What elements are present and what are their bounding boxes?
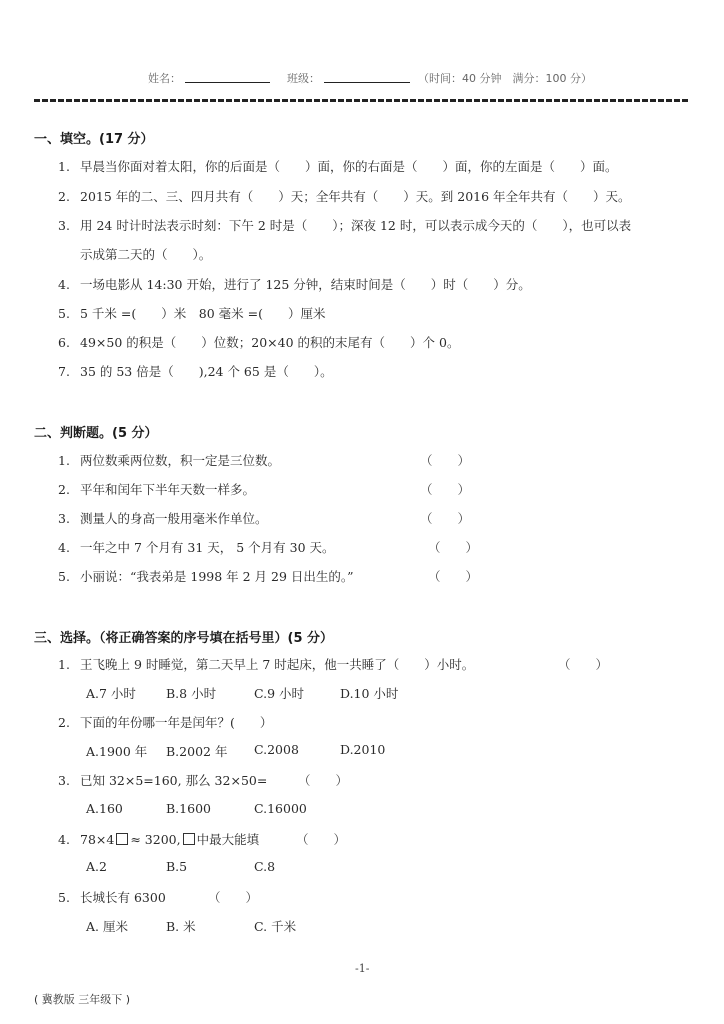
option-a[interactable]: A.160 xyxy=(86,801,123,816)
option-b[interactable]: B.8 小时 xyxy=(166,686,217,701)
option-a[interactable]: A.1900 年 xyxy=(86,744,148,759)
question-text: 35 的 53 倍是（ ),24 个 65 是（ ）。 xyxy=(80,364,333,379)
question-text: 2015 年的二、三、四月共有（ ）天；全年共有（ ）天。到 2016 年全年共有（ ）天。 xyxy=(80,189,631,204)
option-c[interactable]: C.8 xyxy=(254,859,276,874)
question-text: 一场电影从 14:30 开始，进行了 125 分钟，结束时间是（ ）时（ ）分。 xyxy=(80,277,531,292)
class-label: 班级： xyxy=(287,72,320,85)
section-1-title: 一、填空。(17 分） xyxy=(34,132,154,147)
question-number: 1. xyxy=(58,159,70,174)
question-text: 一年之中 7 个月有 31 天， 5 个月有 30 天。 xyxy=(80,540,335,555)
question-number: 2. xyxy=(58,189,70,204)
fill-question-2 xyxy=(58,187,631,205)
question-number: 6. xyxy=(58,335,70,350)
judge-question-4 xyxy=(58,538,335,556)
question-text: 两位数乘两位数，积一定是三位数。 xyxy=(80,453,281,468)
blank-box-icon xyxy=(183,833,195,845)
option-a[interactable]: A. 厘米 xyxy=(86,919,128,934)
question-number: 5. xyxy=(58,890,70,905)
question-text: 长城长有 6300 xyxy=(80,890,166,905)
choice-question-1 xyxy=(58,655,474,673)
choice-question-5 xyxy=(58,888,166,906)
answer-paren[interactable]: （ ） xyxy=(298,773,349,788)
judge-question-2 xyxy=(58,480,255,498)
option-d[interactable]: D.10 小时 xyxy=(340,686,399,701)
question-number: 7. xyxy=(58,364,70,379)
question-text: 5 千米 =( ）米 80 毫米 =( ）厘米 xyxy=(80,306,326,321)
option-b[interactable]: B.1600 xyxy=(166,801,211,816)
question-number: 1. xyxy=(58,657,70,672)
question-number: 4. xyxy=(58,277,70,292)
question-text: 下面的年份哪一年是闰年？( ） xyxy=(80,715,273,730)
fill-question-4 xyxy=(58,275,531,293)
question-number: 4. xyxy=(58,832,70,847)
answer-paren[interactable]: （ ） xyxy=(208,890,259,905)
option-c[interactable]: C.2008 xyxy=(254,742,299,757)
option-c[interactable]: C. 千米 xyxy=(254,919,297,934)
class-field[interactable] xyxy=(324,82,410,83)
time-info: （时间：40 分钟 满分：100 分） xyxy=(418,72,592,85)
question-text: 测量人的身高一般用毫米作单位。 xyxy=(80,511,268,526)
judge-question-3 xyxy=(58,509,268,527)
answer-paren[interactable]: （ ） xyxy=(420,511,471,526)
question-text: 已知 32×5=160, 那么 32×50= xyxy=(80,773,268,788)
fill-question-5 xyxy=(58,304,325,322)
option-c[interactable]: C.16000 xyxy=(254,801,307,816)
fill-question-3 xyxy=(58,216,631,234)
option-d[interactable]: D.2010 xyxy=(340,742,386,757)
question-number: 1. xyxy=(58,453,70,468)
fill-question-6 xyxy=(58,333,459,351)
question-text: 王飞晚上 9 时睡觉，第二天早上 7 时起床，他一共睡了（ ）小时。 xyxy=(80,657,475,672)
question-number: 3. xyxy=(58,511,70,526)
judge-question-1 xyxy=(58,451,280,469)
blank-box-icon xyxy=(116,833,128,845)
option-c[interactable]: C.9 小时 xyxy=(254,686,305,701)
answer-paren[interactable]: （ ） xyxy=(420,453,471,468)
edition-label: ( 冀教版 三年级下 ) xyxy=(34,993,131,1006)
question-text: 49×50 的积是（ ）位数；20×40 的积的末尾有（ ）个 0。 xyxy=(80,335,460,350)
choice-question-3 xyxy=(58,771,267,789)
question-number: 2. xyxy=(58,482,70,497)
fill-question-3-continued: 示成第二天的（ ）。 xyxy=(80,247,212,262)
question-text: 早晨当你面对着太阳，你的后面是（ ）面，你的右面是（ ）面，你的左面是（ ）面。 xyxy=(80,159,618,174)
question-number: 3. xyxy=(58,773,70,788)
section-2-title: 二、判断题。(5 分） xyxy=(34,426,158,441)
question-text-c: 中最大能填 xyxy=(196,832,260,847)
option-b[interactable]: B.2002 年 xyxy=(166,744,228,759)
question-number: 5. xyxy=(58,569,70,584)
section-3-title: 三、选择。（将正确答案的序号填在括号里）(5 分） xyxy=(34,631,334,646)
answer-paren[interactable]: （ ） xyxy=(420,482,471,497)
name-label: 姓名： xyxy=(148,72,181,85)
choice-question-2 xyxy=(58,713,272,731)
question-text: 用 24 时计时法表示时刻：下午 2 时是（ ）；深夜 12 时，可以表示成今天的（ ），也可以表 xyxy=(80,218,632,233)
dashed-divider xyxy=(34,99,689,102)
page-number: -1- xyxy=(355,962,370,975)
answer-paren[interactable]: （ ） xyxy=(296,832,347,847)
question-number: 4. xyxy=(58,540,70,555)
question-number: 3. xyxy=(58,218,70,233)
question-number: 5. xyxy=(58,306,70,321)
question-text: 小丽说：“我表弟是 1998 年 2 月 29 日出生的。” xyxy=(80,569,354,584)
answer-paren[interactable]: （ ） xyxy=(428,569,479,584)
fill-question-1 xyxy=(58,157,618,175)
judge-question-5 xyxy=(58,567,354,585)
answer-paren[interactable]: （ ） xyxy=(428,540,479,555)
option-a[interactable]: A.7 小时 xyxy=(86,686,136,701)
option-b[interactable]: B. 米 xyxy=(166,919,196,934)
question-number: 2. xyxy=(58,715,70,730)
option-a[interactable]: A.2 xyxy=(86,859,107,874)
question-text: 平年和闰年下半年天数一样多。 xyxy=(80,482,256,497)
name-field[interactable] xyxy=(185,82,270,83)
fill-question-7 xyxy=(58,362,333,380)
question-text-b: ≈ 3200, xyxy=(130,832,181,847)
choice-question-4 xyxy=(58,830,259,848)
option-b[interactable]: B.5 xyxy=(166,859,188,874)
question-text-a: 78×4 xyxy=(80,832,115,847)
answer-paren[interactable]: （ ） xyxy=(558,657,609,672)
